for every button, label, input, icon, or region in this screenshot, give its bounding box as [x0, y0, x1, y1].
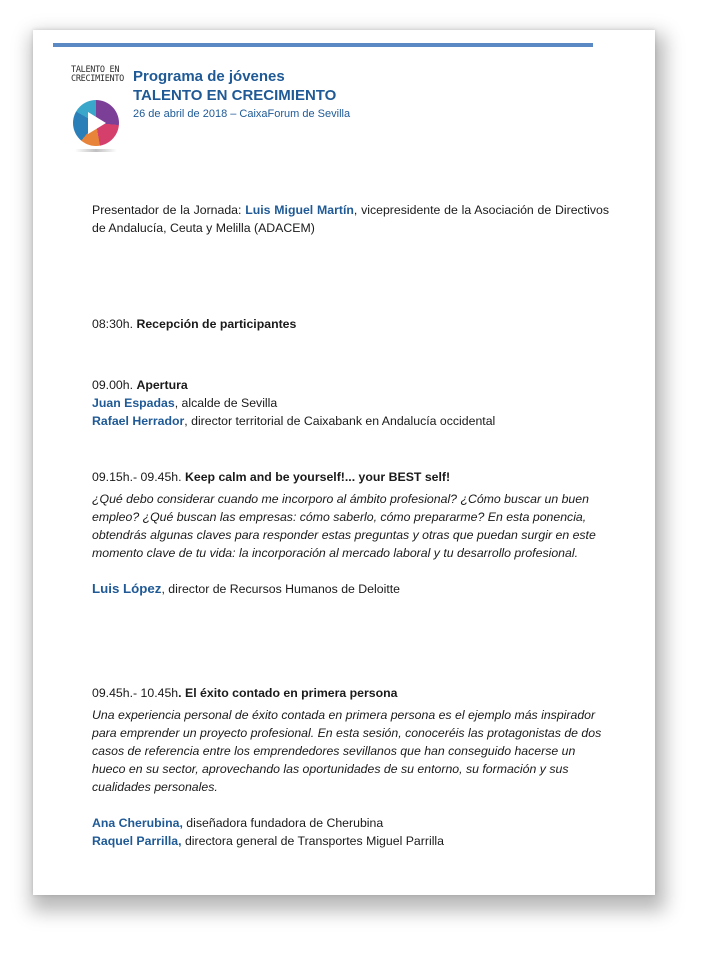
presenter-paragraph: Presentador de la Jornada: Luis Miguel Martín, vicepresidente de la Asociación de Directivos de Andalucía, Ceuta y Melilla (ADACEM) — [92, 203, 609, 235]
logo-triangle — [88, 112, 106, 134]
agenda-item-exito: 09.45h.- 10.45h. El éxito contado en primera persona Una experiencia personal de éxito contada en primera persona es el ejemplo más inspirador para emprender un proyecto profesional. En esta sesión, conoceréis las protagonistas de dos casos de referencia entre los emprendedores sevillanos que han conseguido hacerse un hueco en su sector, aprovechando las oportunidades de su entorno, su formación y sus cualidades personales. Ana Cherubina, diseñadora fundadora de Cherubina Raquel Parrilla, directora general de Transportes Miguel Parrilla — [92, 684, 609, 850]
document-header — [133, 67, 350, 122]
speaker-line: Ana Cherubina, diseñadora fundadora de Cherubina — [92, 816, 384, 830]
session-description: Una experiencia personal de éxito contada en primera persona es el ejemplo más inspirador para emprender un proyecto profesional. En esta sesión, conoceréis las protagonistas de dos casos de referencia entre los emprendedores sevillanos que han conseguido hacerse un hueco en su sector, aprovechando las oportunidades de su entorno, su formación y sus cualidades personales. — [92, 708, 602, 794]
speaker-line: Juan Espadas, alcalde de Sevilla — [92, 396, 278, 410]
speaker-line: Luis López, director de Recursos Humanos de Deloitte — [92, 581, 400, 596]
presenter-name: Luis Miguel Martín — [245, 203, 354, 217]
document-page — [33, 30, 655, 895]
event-subtitle: 26 de abril de 2018 – CaixaForum de Sevilla — [133, 108, 351, 120]
agenda-item-opening: 09.00h. Apertura Juan Espadas, alcalde de Sevilla Rafael Herrador, director territorial de Caixabank en Andalucía occidental — [92, 376, 609, 430]
title-line1: Programa de jóvenes — [133, 68, 285, 85]
logo-shadow — [75, 149, 117, 152]
logo-wordmark: TALENTO EN CRECIMIENTO — [71, 65, 124, 84]
session-description: ¿Qué debo considerar cuando me incorporo al ámbito profesional? ¿Cómo buscar un buen empleo? ¿Qué buscan las empresas: cómo saberlo, cómo prepararme? En esta ponencia, obtendrás algunas claves para responder estas preguntas y otras que puedan surgir en este momento clave de tu vida: la incorporación al mercado laboral y tu desarrollo profesional. — [92, 492, 596, 560]
agenda-item-reception: 08:30h. Recepción de participantes — [92, 317, 297, 331]
header-rule — [53, 43, 593, 47]
speaker-line: Rafael Herrador, director territorial de Caixabank en Andalucía occidental — [92, 414, 496, 428]
title-line2: TALENTO EN CRECIMIENTO — [133, 87, 337, 104]
speaker-line: Raquel Parrilla, directora general de Transportes Miguel Parrilla — [92, 834, 444, 848]
agenda-item-keep-calm: 09.15h.- 09.45h. Keep calm and be yourself!... your BEST self! ¿Qué debo considerar cuando me incorporo al ámbito profesional? ¿Cómo buscar un buen empleo? ¿Qué buscan las empresas: cómo saberlo, cómo prepararme? En esta ponencia, obtendrás algunas claves para responder estas preguntas y otras que puedan surgir en este momento clave de tu vida: la incorporación al mercado laboral y tu desarrollo profesional. Luis López, director de Recursos Humanos de Deloitte — [92, 468, 609, 598]
